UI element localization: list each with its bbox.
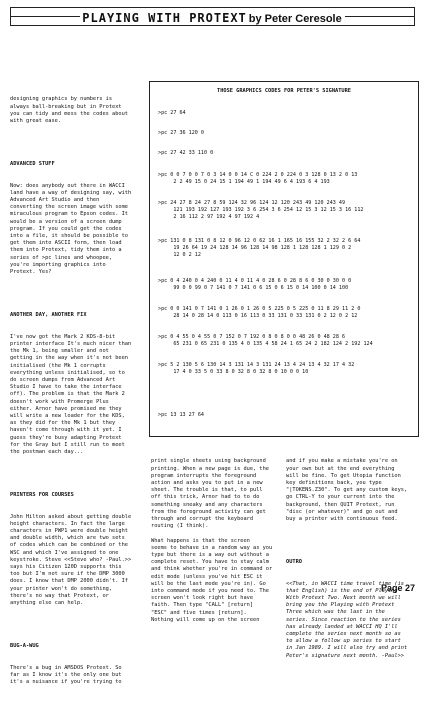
code-line: >pc 0 4 240 0 4 240 0 11 4 0 11 4 0 28 6 0 28 8 6 0 30 0 30 0 0 99 0 0 99 0 7 141 0 7 141 0 6 15 0 6 15 0 14 100 0 14 100: [158, 278, 352, 291]
code-line: >pc 24 27 8 24 27 8 59 124 32 96 124 12 120 243 49 120 243 49 121 193 192 127 193 192 3 6 254 3 6 254 12 15 3 12 15 3 16 112 2 16 112 2 97 192 4 97 192 4: [158, 200, 364, 220]
code-line: >pc 0 0 7 0 0 7 0 3 14 0 0 14 C 0 224 2 0 224 0 3 128 0 13 2 0 13 2 2 49 15 0 24 15 1 194 49 1 194 49 6 4 193 6 4 193: [158, 172, 358, 185]
codes-box-title: THOSE GRAPHICS CODES FOR PETER'S SIGNATURE: [217, 88, 351, 94]
code-line: >pc 0 0 141 0 7 141 0 1 26 0 1 26 0 5 225 0 5 225 0 11 8 29 11 2 0 28 14 0 28 14 0 113 0 16 113 0 33 131 0 33 131 0 2 12 0 2 12: [158, 306, 361, 319]
article-byline: by Peter Ceresole: [249, 13, 345, 25]
code-line: >pc 13 13 27 64: [158, 412, 205, 418]
paragraph-outro: <<That, in WACCI time travel time (is that English) is the end of Playing With Protext Two. Next month we will bring you the Playing with Protext Three which was the last in the series. Since reaction to the series has already landed at WACCI HQ I'll complete the series next month so as to allow a follow up series to start in Jan 1989. I will also try and print Peter's signature next month. -Paul>>: [286, 580, 408, 659]
heading-another-day: ANOTHER DAY, ANOTHER FIX: [10, 312, 87, 319]
heading-bug: BUG-A-WUG: [10, 643, 39, 650]
article-title-bar: [10, 7, 415, 26]
paragraph-right: and if you make a mistake you're on your own but at the end everything will be fine. To get Utopia function key definitions back, you type "|TOKENS.Z30". To get any custom keys, go CTRL-Y to your current into the background, then QUIT Protext, run "disc (or whatever)" and go out and buy a printer with continuous feed.: [286, 458, 408, 523]
code-line: >pc 5 2 130 5 6 130 14 3 131 14 3 131 24 13 4 24 13 4 32 17 4 32 17 4 0 33 5 0 33 8 0 32 8 0 32 8 0 10 0 0 10: [158, 362, 355, 375]
article-title-main: PLAYING WITH PROTEXT: [82, 11, 247, 25]
column-right: [286, 444, 418, 674]
code-line: >pc 131 0 8 131 0 8 12 0 96 12 0 62 16 1 165 16 155 32 2 32 2 6 64 19 26 64 19 24 128 14 96 128 14 98 128 1 128 128 1 129 0 2 12 0 2 12: [158, 238, 361, 258]
heading-advanced-stuff: ADVANCED STUFF: [10, 161, 55, 168]
intro-paragraph: designing graphics by numbers is always ball-breaking but in Protext you can tidy and mess the codes about with great ease.: [10, 96, 128, 125]
paragraph-bug: There's a bug in AMSDOS Protext. So far as I know it's the only one but it's a nuisance if you're trying to: [10, 664, 122, 686]
code-line: >pc 27 36 120 0: [158, 130, 205, 136]
paragraph-printers: John Hilton asked about getting double height characters. In fact the large characters in PWP1 were double height and double width, which are two sets of codes which can be combined or the WSC and which I've assigned to one keystroke. Steve <<Steve who? -Paul.>> says his Citizen 120D supports this too but I'm not sure if the DMP 3000 does. I know that DMP 2000 didn't. If your printer won't do something, there's no way that Protext, or anything else can help.: [10, 513, 132, 607]
heading-printers: PRINTERS FOR COURSES: [10, 491, 74, 498]
page-number: Page 27: [380, 583, 415, 593]
code-line: >pc 0 4 55 0 4 55 0 7 152 0 7 192 0 8 0 8 0 0 48 26 0 48 28 6 65 231 0 65 231 0 135 4 0 135 4 58 24 1 65 24 2 182 124 2 192 124: [158, 334, 373, 347]
code-line: >pc 27 42 33 110 0: [158, 150, 214, 156]
signature-codes-box: [149, 81, 419, 437]
column-middle: [151, 444, 281, 638]
article-title: [11, 8, 414, 28]
paragraph-advanced-stuff: Now: does anybody out there in WACCI land have a way of designing say, with Advanced Art Studio and then converting the screen image with some miraculous program to Epson codes. It would be a version of a screen dump program. If you could get the codes into a file, it should be possible to get them into ASCII form, then load them into Protext, tidy them into a series of >pc lines and whoopee, you're importing graphics into Protext. Yes?: [10, 182, 132, 276]
paragraph-middle: print single sheets using background printing. When a new page is due, the program interrupts the foreground action and asks you to put in a new sheet. The trouble is that, to pull off this trick, Arnor had to to do something sneaky and any characters from the foreground activity can get through and corrupt the keyboard routing (I think). What happens is that the screen seems to behave in a random way as you type but there is a way out without a complete reset. You have to stay calm and think whether you're in command or edit mode (unless you've hit ESC it will be the last mode you're in). Go into command mode if you need to. The screen won't look right but have faith. Then type "CALL" [return] "ESC" and five times [return]. Nothing will come up on the screen: [151, 458, 273, 623]
heading-outro: OUTRO: [286, 559, 302, 566]
paragraph-another-day: I've now got the Mark 2 KDS-8-bit printer interface It's much nicer than the Mk 1, being smaller and not getting in the way when it's not been initialised (the Mk 1 corrupts everything unless initialised, so to do screen dumps from Advanced Art Studio I have to take the interface off). The problem is that the Mark 2 doesn't work with Promerge Plus either. Arnor have promised me they will write a new loader for the KDS, as they did for the Mk 1 but they haven't come through with it yet. I guess they're busy adapting Protext for the Gray but I still run to meet the postman each day...: [10, 333, 132, 455]
column-left: [10, 82, 130, 701]
code-line: >pc 27 64: [158, 110, 186, 116]
